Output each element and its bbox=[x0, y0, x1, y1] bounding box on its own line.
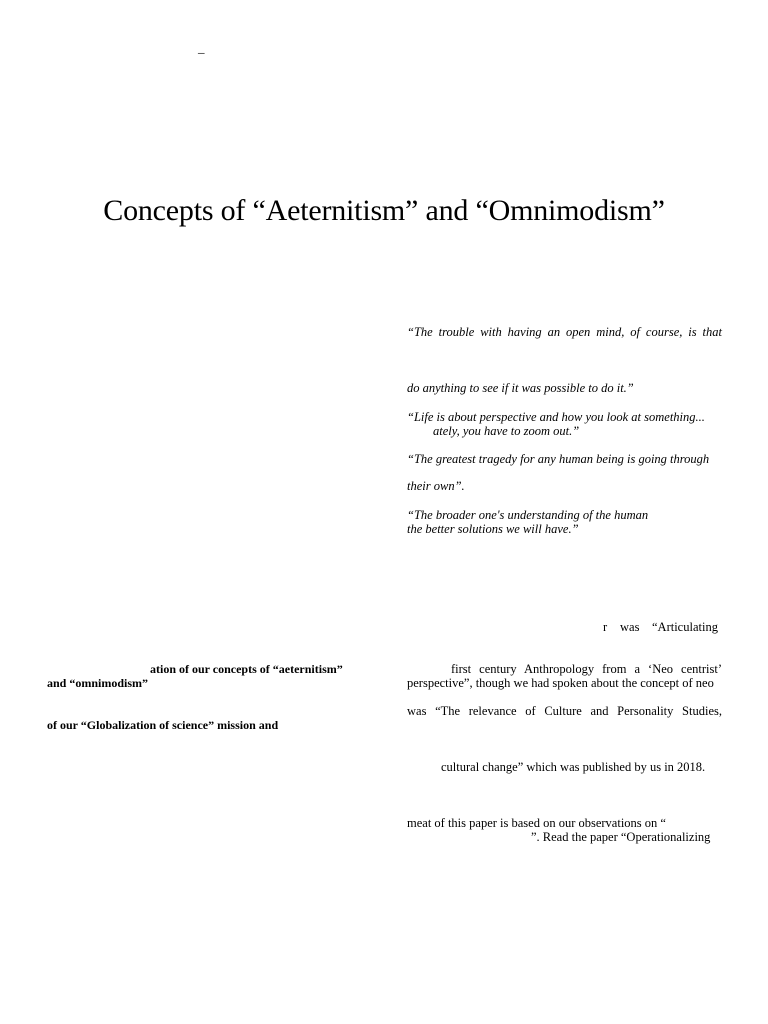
left-col-line-3: of our “Globalization of science” mission and bbox=[47, 718, 279, 732]
page-title: Concepts of “Aeternitism” and “Omnimodism” bbox=[103, 194, 665, 227]
body-line-3: perspective”, though we had spoken about the concept of neo bbox=[407, 676, 714, 690]
quote-2-line-1: “Life is about perspective and how you look at something... bbox=[407, 410, 705, 424]
body-line-1-fragment-a: r bbox=[603, 620, 608, 634]
quote-2-line-2: ately, you have to zoom out.” bbox=[433, 424, 580, 438]
body-line-5: cultural change” which was published by us in 2018. bbox=[441, 760, 706, 774]
quote-3-line-2: their own”. bbox=[407, 479, 465, 493]
header-dash: _ bbox=[198, 40, 205, 55]
left-col-line-2: and “omnimodism” bbox=[47, 676, 149, 690]
left-col-line-1: ation of our concepts of “aeternitism” bbox=[150, 662, 343, 676]
body-line-6: meat of this paper is based on our observations on “ bbox=[407, 816, 666, 830]
quote-4-line-2: the better solutions we will have.” bbox=[407, 522, 579, 536]
quote-4-line-1: “The broader one's understanding of the human bbox=[407, 508, 649, 522]
quote-1-line-2: do anything to see if it was possible to do it.” bbox=[407, 381, 634, 395]
body-line-1-fragment-b: was bbox=[620, 620, 640, 634]
body-line-7: ”. Read the paper “Operationalizing bbox=[531, 830, 711, 844]
quote-1-line-1: “The trouble with having an open mind, of course, is that bbox=[407, 325, 722, 339]
body-line-2: first century Anthropology from a ‘Neo centrist’ bbox=[451, 662, 722, 676]
body-line-4: was “The relevance of Culture and Personality Studies, bbox=[407, 704, 722, 718]
body-line-1-fragment-c: “Articulating bbox=[652, 620, 718, 634]
quote-3-line-1: “The greatest tragedy for any human being is going through bbox=[407, 452, 710, 466]
